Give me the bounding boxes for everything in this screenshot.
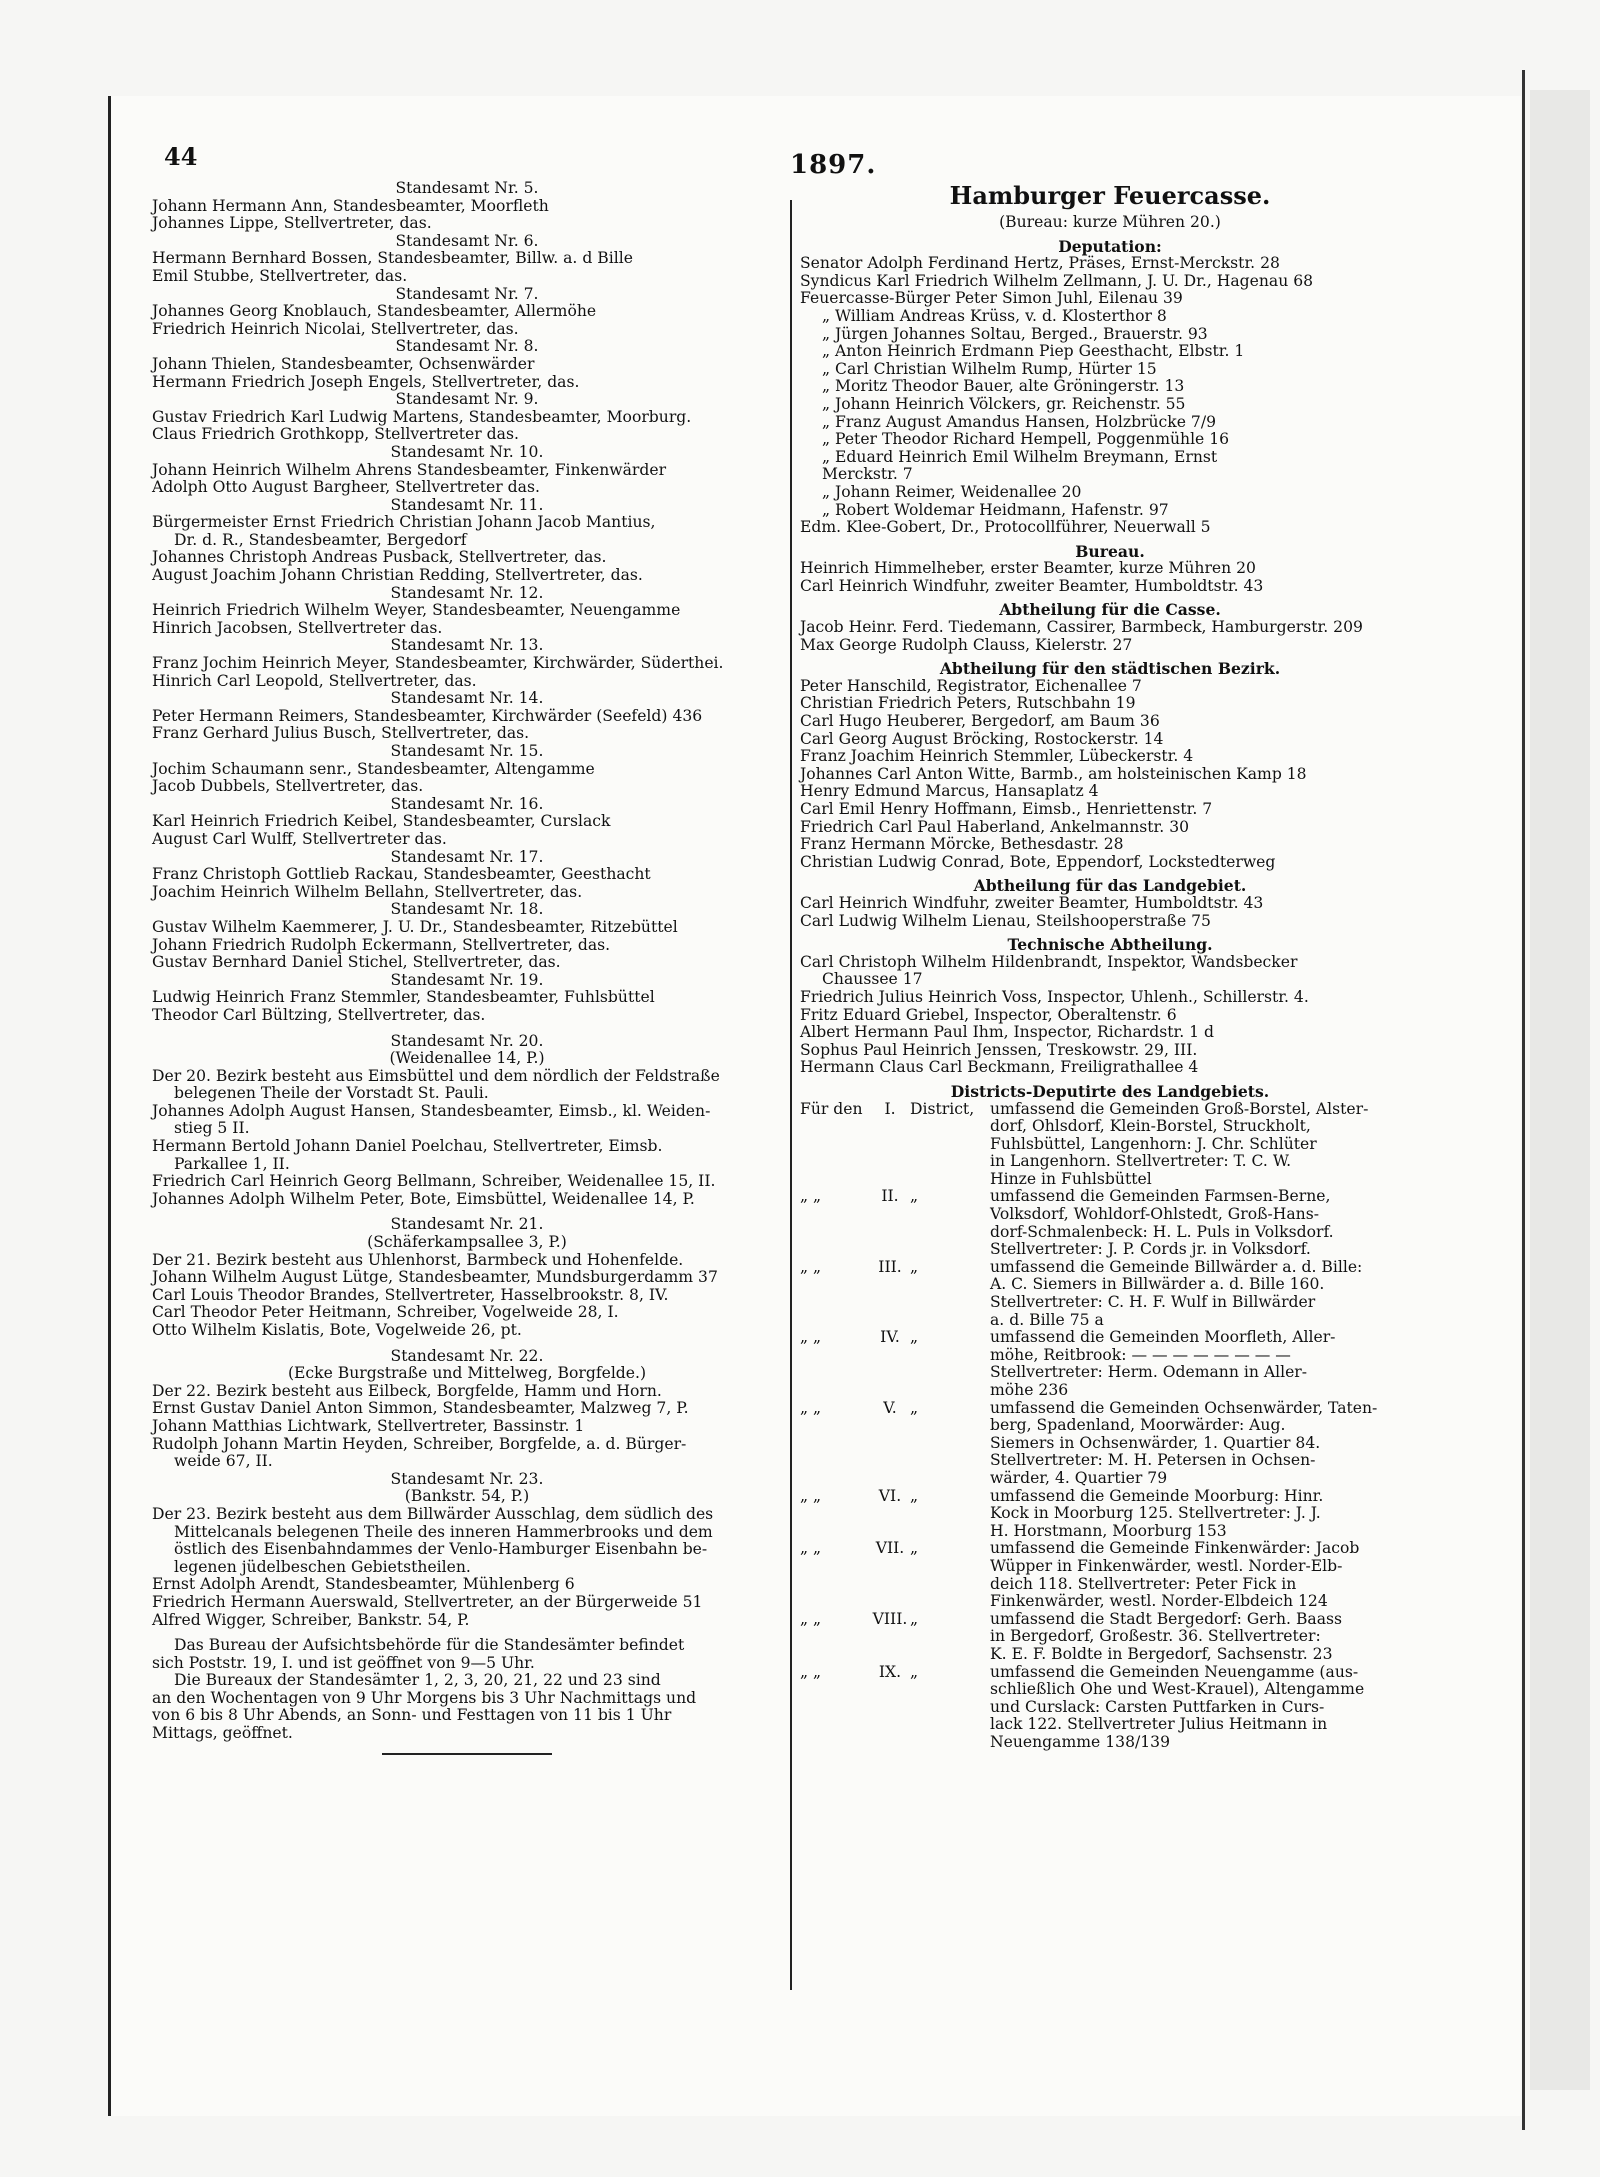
district-c1: „ „ [800,1486,822,1505]
page-edge [1522,70,1525,2130]
entry-line: Christian Friedrich Peters, Rutschbahn 19 [800,694,1136,713]
entry-line: „ Peter Theodor Richard Hempell, Poggenmühle 16 [822,430,1230,449]
district-c2: VI. [878,1486,902,1505]
entry-line: Hermann Friedrich Joseph Engels, Stellvertreter, das. [152,372,580,391]
subsection-heading: Technische Abtheilung. [1007,935,1213,955]
district-line: umfassend die Gemeinden Farmsen-Berne, [990,1187,1331,1206]
district-line: schließlich Ohe und West-Krauel), Altengamme [990,1680,1365,1699]
district-c1: Für den [800,1099,863,1118]
district-c2: II. [881,1187,899,1206]
district-line: in Bergedorf, Großestr. 36. Stellvertreter: [990,1627,1321,1646]
entry-line: Das Bureau der Aufsichtsbehörde für die Standesämter befindet [174,1636,685,1655]
district-line: deich 118. Stellvertreter: Peter Fick in [990,1574,1297,1593]
entry-line: Die Bureaux der Standesämter 1, 2, 3, 20, 21, 22 und 23 sind [174,1671,661,1690]
entry-line: Carl Christoph Wilhelm Hildenbrandt, Inspektor, Wandsbecker [800,952,1298,971]
entry-line: Senator Adolph Ferdinand Hertz, Präses, Ernst-Merckstr. 28 [800,254,1280,273]
district-line: und Curslack: Carsten Puttfarken in Curs- [990,1697,1325,1716]
district-c1: „ „ [800,1662,822,1681]
district-c3: „ [910,1187,919,1206]
entry-line: Dr. d. R., Standesbeamter, Bergedorf [174,530,467,549]
district-line: möhe, Reitbrook: — — — — — — — — [990,1345,1291,1364]
entry-line: sich Poststr. 19, I. und ist geöffnet von 9—5 Uhr. [152,1653,535,1672]
subsection-heading: Deputation: [1058,236,1162,256]
district-line: Kock in Moorburg 125. Stellvertreter: J. J. [990,1504,1321,1523]
left-column [152,180,782,1755]
district-c3: „ [910,1539,919,1558]
entry-line: Der 23. Bezirk besteht aus dem Billwärder Ausschlag, dem südlich des [152,1504,714,1523]
entry-line: Johannes Adolph Wilhelm Peter, Bote, Eimsbüttel, Weidenallee 14, P. [152,1189,695,1208]
entry-line: Franz Christoph Gottlieb Rackau, Standesbeamter, Geesthacht [152,865,651,884]
entry-line: Jacob Heinr. Ferd. Tiedemann, Cassirer, Barmbeck, Hamburgerstr. 209 [800,618,1363,637]
registry-heading: Standesamt Nr. 17. [390,847,544,866]
district-c2: I. [884,1099,896,1118]
district-row [800,1611,1420,1664]
entry-line: Johannes Carl Anton Witte, Barmb., am holsteinischen Kamp 18 [800,764,1307,783]
district-description [990,1188,1420,1258]
district-c2: IX. [878,1662,902,1681]
entry-line: Carl Theodor Peter Heitmann, Schreiber, Vogelweide 28, I. [152,1303,619,1322]
entry-line: belegenen Theile der Vorstadt St. Pauli. [174,1084,489,1103]
district-description [990,1488,1420,1541]
entry-line: Carl Ludwig Wilhelm Lienau, Steilshooperstraße 75 [800,911,1211,930]
entry-line: Albert Hermann Paul Ihm, Inspector, Richardstr. 1 d [800,1023,1215,1042]
entry-line: Merckstr. 7 [822,465,913,484]
registry-heading: (Bankstr. 54, P.) [404,1487,530,1506]
entry-line: Heinrich Friedrich Wilhelm Weyer, Standesbeamter, Neuengamme [152,601,681,620]
entry-line: Carl Heinrich Windfuhr, zweiter Beamter, Humboldtstr. 43 [800,576,1264,595]
entry-line: Fritz Eduard Griebel, Inspector, Oberaltenstr. 6 [800,1005,1177,1024]
district-row [800,1400,1420,1488]
registry-heading: Standesamt Nr. 7. [395,284,539,303]
district-c2: V. [883,1398,897,1417]
column-divider [790,200,792,1990]
district-c1: „ „ [800,1398,822,1417]
entry-line: Joachim Heinrich Wilhelm Bellahn, Stellvertreter, das. [152,882,583,901]
entry-line: Carl Hugo Heuberer, Bergedorf, am Baum 36 [800,712,1160,731]
district-c3: „ [910,1398,919,1417]
district-line: Fuhlsbüttel, Langenhorn: J. Chr. Schlüter [990,1134,1317,1153]
entry-line: Johannes Lippe, Stellvertreter, das. [152,214,432,233]
district-description [990,1329,1420,1399]
registry-heading: Standesamt Nr. 5. [395,179,539,197]
district-line: umfassend die Gemeinden Moorfleth, Aller- [990,1328,1336,1347]
entry-line: Friedrich Carl Heinrich Georg Bellmann, Schreiber, Weidenallee 15, II. [152,1172,716,1191]
subsection-heading: Abtheilung für den städtischen Bezirk. [939,659,1281,679]
district-line: Volksdorf, Wohldorf-Ohlstedt, Groß-Hans- [990,1205,1319,1224]
entry-line: Edm. Klee-Gobert, Dr., Protocollführer, Neuerwall 5 [800,518,1211,537]
district-line: in Langenhorn. Stellvertreter: T. C. W. [990,1152,1292,1171]
district-line: Wüpper in Finkenwärder, westl. Norder-Elb- [990,1556,1343,1575]
district-line: H. Horstmann, Moorburg 153 [990,1521,1227,1540]
entry-line: „ Anton Heinrich Erdmann Piep Geesthacht, Elbstr. 1 [822,342,1245,361]
district-c3: District, [910,1099,975,1118]
district-line: dorf, Ohlsdorf, Klein-Borstel, Struckholt, [990,1117,1311,1136]
entry-line: Johannes Adolph August Hansen, Standesbeamter, Eimsb., kl. Weiden- [152,1101,711,1120]
entry-line: Bürgermeister Ernst Friedrich Christian Johann Jacob Mantius, [152,513,656,532]
registry-heading: Standesamt Nr. 8. [395,337,539,356]
entry-line: Der 21. Bezirk besteht aus Uhlenhorst, Barmbeck und Hohenfelde. [152,1250,684,1269]
district-line: Stellvertreter: J. P. Cords jr. in Volksdorf. [990,1240,1311,1259]
entry-line: August Carl Wulff, Stellvertreter das. [152,829,447,848]
registry-heading: Standesamt Nr. 6. [395,231,539,250]
registry-heading: Standesamt Nr. 14. [390,689,544,708]
entry-line: Feuercasse-Bürger Peter Simon Juhl, Eilenau 39 [800,289,1183,308]
subsection-heading: Bureau. [1075,541,1145,561]
entry-line: Peter Hanschild, Registrator, Eichenallee 7 [800,676,1142,695]
entry-line: Mittags, geöffnet. [152,1724,293,1743]
entry-line: August Joachim Johann Christian Redding, Stellvertreter, das. [152,566,643,585]
district-c1: „ „ [800,1539,822,1558]
entry-line: Hinrich Jacobsen, Stellvertreter das. [152,618,443,637]
entry-line: Syndicus Karl Friedrich Wilhelm Zellmann, J. U. Dr., Hagenau 68 [800,271,1314,290]
registry-heading: (Weidenallee 14, P.) [389,1049,545,1068]
entry-line: Otto Wilhelm Kislatis, Bote, Vogelweide 26, pt. [152,1321,522,1339]
subsection-heading: Abtheilung für das Landgebiet. [973,876,1247,896]
district-line: Hinze in Fuhlsbüttel [990,1169,1152,1188]
district-row [800,1664,1420,1752]
entry-line: Franz Hermann Mörcke, Bethesdastr. 28 [800,835,1124,854]
entry-line: Hermann Claus Carl Beckmann, Freiligrathallee 4 [800,1058,1199,1077]
district-line: umfassend die Gemeinde Moorburg: Hinr. [990,1486,1324,1505]
entry-line: Carl Georg August Bröcking, Rostockerstr. 14 [800,729,1164,748]
district-row [800,1188,1420,1258]
entry-line: Theodor Carl Bültzing, Stellvertreter, das. [152,1005,486,1024]
page-year: 1897. [790,150,877,180]
entry-line: Adolph Otto August Bargheer, Stellvertreter das. [152,478,540,497]
right-sections [800,238,1420,1077]
district-line: umfassend die Gemeinden Groß-Borstel, Alster- [990,1099,1369,1118]
registry-heading: Standesamt Nr. 9. [395,390,539,409]
registry-heading: Standesamt Nr. 21. [390,1215,544,1234]
district-c2: VII. [875,1539,905,1558]
entry-line: Ernst Adolph Arendt, Standesbeamter, Mühlenberg 6 [152,1575,575,1594]
district-line: umfassend die Gemeinde Billwärder a. d. Bille: [990,1257,1363,1276]
entry-line: Franz Gerhard Julius Busch, Stellvertreter, das. [152,724,530,743]
district-row [800,1101,1420,1189]
page-number: 44 [164,142,198,171]
entry-line: legenen jüdelbeschen Gebietstheilen. [174,1557,471,1576]
district-line: Finkenwärder, westl. Norder-Elbdeich 124 [990,1592,1328,1611]
entry-line: „ Carl Christian Wilhelm Rump, Hürter 15 [822,359,1157,378]
entry-line: Franz Joachim Heinrich Stemmler, Lübeckerstr. 4 [800,747,1194,766]
entry-line: an den Wochentagen von 9 Uhr Morgens bis 3 Uhr Nachmittags und [152,1688,697,1707]
registry-heading: Standesamt Nr. 18. [390,900,544,919]
registry-heading: Standesamt Nr. 15. [390,742,544,760]
entry-line: Friedrich Julius Heinrich Voss, Inspector, Uhlenh., Schillerstr. 4. [800,987,1309,1006]
registry-heading: Standesamt Nr. 23. [390,1469,544,1488]
district-description [990,1259,1420,1329]
district-c3: „ [910,1328,919,1347]
district-line: lack 122. Stellvertreter Julius Heitmann in [990,1715,1328,1734]
registry-heading: Standesamt Nr. 20. [390,1031,544,1050]
entry-line: Friedrich Carl Paul Haberland, Ankelmannstr. 30 [800,817,1190,836]
district-line: umfassend die Gemeinde Finkenwärder: Jacob [990,1539,1360,1558]
district-description [990,1664,1420,1752]
district-line: Siemers in Ochsenwärder, 1. Quartier 84. [990,1433,1321,1452]
district-c2: IV. [880,1328,900,1347]
registry-heading: (Schäferkampsallee 3, P.) [367,1233,567,1252]
entry-line: Sophus Paul Heinrich Jenssen, Treskowstr. 29, III. [800,1040,1198,1059]
right-column [800,180,1420,1751]
district-line: Neuengamme 138/139 [990,1732,1171,1751]
district-line: a. d. Bille 75 a [990,1310,1104,1329]
entry-line: Johannes Christoph Andreas Pusback, Stellvertreter, das. [152,548,607,567]
district-line: umfassend die Gemeinden Neuengamme (aus- [990,1662,1359,1681]
entry-line: Der 22. Bezirk besteht aus Eilbeck, Borgfelde, Hamm und Horn. [152,1381,662,1400]
entry-line: „ Jürgen Johannes Soltau, Berged., Brauerstr. 93 [822,324,1208,343]
entry-line: Jacob Dubbels, Stellvertreter, das. [152,777,424,796]
entry-line: Friedrich Heinrich Nicolai, Stellvertreter, das. [152,319,519,338]
entry-line: Claus Friedrich Grothkopp, Stellvertreter das. [152,425,519,444]
entry-line: Carl Louis Theodor Brandes, Stellvertreter, Hasselbrookstr. 8, IV. [152,1285,669,1304]
district-line: möhe 236 [990,1381,1069,1399]
entry-line: „ Johann Heinrich Völckers, gr. Reichenstr. 55 [822,394,1186,413]
entry-line: Johann Thielen, Standesbeamter, Ochsenwärder [152,354,535,373]
district-line: K. E. F. Boldte in Bergedorf, Sachsenstr. 23 [990,1644,1333,1663]
registry-heading: Standesamt Nr. 19. [390,970,544,989]
district-row [800,1488,1420,1541]
entry-line: Friedrich Hermann Auerswald, Stellvertreter, an der Bürgerweide 51 [152,1592,703,1611]
district-row [800,1329,1420,1399]
district-c3: „ [910,1609,919,1628]
entry-line: „ William Andreas Krüss, v. d. Klosterthor 8 [822,306,1167,325]
district-c3: „ [910,1257,919,1276]
entry-line: Hermann Bernhard Bossen, Standesbeamter, Billw. a. d Bille [152,249,633,268]
district-description [990,1611,1420,1664]
entry-line: Johann Wilhelm August Lütge, Standesbeamter, Mundsburgerdamm 37 [152,1268,718,1287]
entry-line: Christian Ludwig Conrad, Bote, Eppendorf, Lockstedterweg [800,852,1276,871]
entry-line: „ Franz August Amandus Hansen, Holzbrücke 7/9 [822,412,1217,431]
district-line: dorf-Schmalenbeck: H. L. Puls in Volksdorf. [990,1222,1334,1241]
registry-heading: Standesamt Nr. 16. [390,794,544,813]
district-line: Stellvertreter: Herm. Odemann in Aller- [990,1363,1308,1382]
district-description [990,1101,1420,1189]
entry-line: Johann Heinrich Wilhelm Ahrens Standesbeamter, Finkenwärder [152,460,667,479]
entry-line: stieg 5 II. [174,1119,250,1138]
registry-heading: Standesamt Nr. 10. [390,442,544,461]
entry-line: Johannes Georg Knoblauch, Standesbeamter, Allermöhe [152,302,597,321]
entry-line: Mittelcanals belegenen Theile des inneren Hammerbrooks und dem [174,1522,713,1541]
districts-heading: Districts-Deputirte des Landgebiets. [950,1081,1270,1101]
entry-line: Ernst Gustav Daniel Anton Simmon, Standesbeamter, Malzweg 7, P. [152,1399,689,1418]
registry-heading: Standesamt Nr. 12. [390,583,544,602]
registry-heading: (Ecke Burgstraße und Mittelweg, Borgfelde.) [287,1364,647,1383]
district-line: umfassend die Stadt Bergedorf: Gerh. Baass [990,1609,1343,1628]
district-c2: VIII. [872,1609,908,1628]
entry-line: Hermann Bertold Johann Daniel Poelchau, Stellvertreter, Eimsb. [152,1137,663,1156]
entry-line: Johann Friedrich Rudolph Eckermann, Stellvertreter, das. [152,935,611,954]
entry-line: Peter Hermann Reimers, Standesbeamter, Kirchwärder (Seefeld) 436 [152,706,703,725]
entry-line: Emil Stubbe, Stellvertreter, das. [152,266,408,285]
section-title: Hamburger Feuercasse. [949,181,1271,210]
entry-line: Johann Hermann Ann, Standesbeamter, Moorfleth [152,196,549,215]
adjacent-page-strip [1530,90,1590,2090]
district-line: berg, Spadenland, Moorwärder: Aug. [990,1416,1286,1435]
entry-line: Ludwig Heinrich Franz Stemmler, Standesbeamter, Fuhlsbüttel [152,988,655,1007]
entry-line: Franz Jochim Heinrich Meyer, Standesbeamter, Kirchwärder, Süderthei. [152,654,724,673]
district-line: A. C. Siemers in Billwärder a. d. Bille 160. [990,1275,1325,1294]
districts-table [800,1101,1420,1752]
entry-line: Hinrich Carl Leopold, Stellvertreter, das. [152,671,477,690]
district-c2: III. [878,1257,902,1276]
entry-line: Alfred Wigger, Schreiber, Bankstr. 54, P. [152,1610,470,1629]
entry-line: Rudolph Johann Martin Heyden, Schreiber, Borgfelde, a. d. Bürger- [152,1434,687,1453]
district-c1: „ „ [800,1609,822,1628]
entry-line: Gustav Friedrich Karl Ludwig Martens, Standesbeamter, Moorburg. [152,407,692,426]
district-c1: „ „ [800,1257,822,1276]
entry-line: Gustav Wilhelm Kaemmerer, J. U. Dr., Standesbeamter, Ritzebüttel [152,917,678,936]
entry-line: Der 20. Bezirk besteht aus Eimsbüttel und dem nördlich der Feldstraße [152,1066,720,1085]
entry-line: weide 67, II. [174,1452,273,1471]
registry-heading: Standesamt Nr. 13. [390,636,544,655]
entry-line: von 6 bis 8 Uhr Abends, an Sonn- und Festtagen von 11 bis 1 Uhr [152,1706,672,1725]
entry-line: Gustav Bernhard Daniel Stichel, Stellvertreter, das. [152,953,561,972]
district-line: Stellvertreter: C. H. F. Wulf in Billwärder [990,1293,1316,1312]
district-line: Stellvertreter: M. H. Petersen in Ochsen- [990,1451,1316,1470]
subsection-heading: Abtheilung für die Casse. [999,600,1221,620]
district-line: wärder, 4. Quartier 79 [990,1468,1168,1487]
entry-line: „ Robert Woldemar Heidmann, Hafenstr. 97 [822,500,1169,519]
district-c3: „ [910,1486,919,1505]
district-c1: „ „ [800,1328,822,1347]
entry-line: Jochim Schaumann senr., Standesbeamter, Altengamme [152,759,595,778]
entry-line: „ Moritz Theodor Bauer, alte Gröningerstr. 13 [822,377,1185,396]
entry-line: Max George Rudolph Clauss, Kielerstr. 27 [800,635,1133,654]
entry-line: Johann Matthias Lichtwark, Stellvertreter, Bassinstr. 1 [152,1416,585,1435]
district-c1: „ „ [800,1187,822,1206]
entry-line: Henry Edmund Marcus, Hansaplatz 4 [800,782,1099,801]
entry-line: östlich des Eisenbahndammes der Venlo-Hamburger Eisenbahn be- [174,1540,708,1559]
district-description [990,1540,1420,1610]
entry-line: Carl Heinrich Windfuhr, zweiter Beamter, Humboldtstr. 43 [800,893,1264,912]
district-row [800,1259,1420,1329]
closing-rule [382,1753,552,1755]
district-row [800,1540,1420,1610]
registry-heading: Standesamt Nr. 22. [390,1346,544,1365]
entry-line: Heinrich Himmelheber, erster Beamter, kurze Mühren 20 [800,559,1256,578]
entry-line: „ Eduard Heinrich Emil Wilhelm Breymann, Ernst [822,447,1218,466]
district-description [990,1400,1420,1488]
entry-line: „ Johann Reimer, Weidenallee 20 [822,482,1082,501]
district-line: umfassend die Gemeinden Ochsenwärder, Taten- [990,1398,1378,1417]
entry-line: Parkallee 1, II. [174,1154,290,1173]
district-c3: „ [910,1662,919,1681]
entry-line: Carl Emil Henry Hoffmann, Eimsb., Henriettenstr. 7 [800,800,1213,818]
entry-line: Karl Heinrich Friedrich Keibel, Standesbeamter, Curslack [152,812,611,831]
section-subtitle: (Bureau: kurze Mühren 20.) [999,213,1221,231]
registry-heading: Standesamt Nr. 11. [390,495,544,514]
entry-line: Chaussee 17 [822,970,923,989]
